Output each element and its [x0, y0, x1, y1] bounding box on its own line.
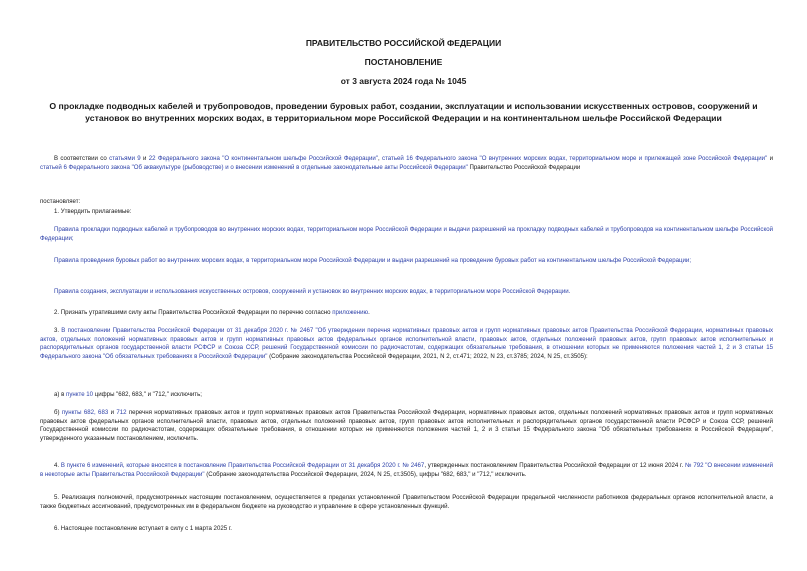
rules-link-drilling[interactable]: Правила проведения буровых работ во внутренних морских водах, в территориальном море Российской Федерации и выдачи разрешений на проведение буровых работ на континентальном шельфе Российской Федерации;	[54, 257, 692, 264]
rule-item-1	[40, 226, 773, 243]
paragraph-4-text: , утвержденных постановлением Правительства Российской Федерации от 12 июня 2024 г.	[424, 462, 685, 469]
paragraph-4	[40, 462, 773, 479]
paragraph-3-text: 3.	[54, 327, 62, 334]
decree-2467-link[interactable]: В постановлении Правительства Российской Федерации от 31 декабря 2020 г. № 2467 "Об утверждении перечня нормативных правовых актов и групп нормативных правовых актов Правительства Российской Федерации, нормативных правовых актов, отдельных положений нормативных правовых актов и групп нормативных правовых актов федеральных органов исполнительной власти, правовых актов, отдельных положений правовых актов, групп правовых актов исполнительных и распорядительных органов государственной власти РСФСР и Союза ССР, решений Государственной комиссии по радиочастотам, содержащих обязательные требования, в отношении которых не применяются положения частей 1, 2 и 3 статьи 15 Федерального закона "Об обязательных требованиях в Российской Федерации"	[40, 327, 773, 360]
paragraph-4-text: 4.	[54, 462, 61, 469]
paragraph-2-text: .	[368, 309, 370, 316]
rules-link-cables[interactable]: Правила прокладки подводных кабелей и трубопроводов во внутренних морских водах, территориальном море Российской Федерации и выдачи разрешений на прокладку подводных кабелей и трубопроводов на континентальном шельфе Российской Федерации;	[40, 226, 773, 242]
rules-link-islands[interactable]: Правила создания, эксплуатации и использования искусственных островов, сооружений и установок во внутренних морских водах, в территориальном море Российской Федерации.	[54, 288, 571, 295]
decree-792-link[interactable]: № 792 "О внесении изменений в некоторые акты Правительства Российской Федерации"	[40, 462, 773, 478]
items-682-683-link[interactable]: пункты 682, 683	[61, 409, 109, 416]
preamble-text: В соответствии со	[54, 155, 110, 162]
document-type-heading: ПОСТАНОВЛЕНИЕ	[364, 57, 443, 67]
appendix-link[interactable]: приложению	[332, 309, 369, 316]
paragraph-3a-text: а) в	[54, 391, 67, 398]
law-link-article-16[interactable]: статьей 16 Федерального закона "О внутренних морских водах, территориальном море и прилежащей зоне Российской Федерации"	[382, 155, 768, 162]
preamble-paragraph	[40, 155, 773, 172]
preamble-text: и	[767, 155, 773, 162]
law-link-article-9[interactable]: статьями 9	[109, 155, 141, 162]
rule-item-3	[40, 288, 773, 297]
issuer-heading: ПРАВИТЕЛЬСТВО РОССИЙСКОЙ ФЕДЕРАЦИИ	[305, 38, 502, 48]
item-10-link[interactable]: пункте 10	[66, 391, 94, 398]
rule-item-2	[40, 257, 773, 266]
preamble-text: и	[140, 155, 149, 162]
document-title: О прокладке подводных кабелей и трубопроводов, проведении буровых работ, создании, эксплуатации и использовании искусственных островов, сооружений и установок во внутренних морских водах, в территориальном море Российской Федерации и на континентальном шельфе Российской Федерации	[49, 101, 758, 123]
preamble-text: ,	[377, 155, 383, 162]
paragraph-3-text: (Собрание законодательства Российской Федерации, 2021, N 2, ст.471; 2022, N 23, ст.3785; 2024, N 25, ст.3505):	[267, 352, 588, 360]
paragraph-6: 6. Настоящее постановление вступает в силу с 1 марта 2025 г.	[54, 525, 232, 532]
paragraph-3b	[40, 409, 773, 443]
decrees-line: постановляет:	[40, 198, 81, 205]
paragraph-1: 1. Утвердить прилагаемые:	[54, 208, 132, 215]
paragraph-3b-text: и	[108, 409, 117, 416]
preamble-text: Правительство Российской Федерации	[467, 163, 581, 171]
item-712-link[interactable]: 712	[116, 409, 127, 416]
paragraph-2-text: 2. Признать утратившими силу акты Правительства Российской Федерации по перечню согласно	[54, 309, 333, 316]
paragraph-3	[40, 327, 773, 361]
paragraph-3b-text: б)	[54, 409, 62, 416]
law-link-article-6[interactable]: статьей 6 Федерального закона "Об аквакультуре (рыбоводстве) и о внесении изменений в отдельные законодательные акты Российской Федерации"	[40, 163, 468, 171]
law-link-article-22[interactable]: 22 Федерального закона "О континентальном шельфе Российской Федерации"	[148, 155, 378, 162]
date-number-heading: от 3 августа 2024 года № 1045	[340, 76, 467, 86]
paragraph-5: 5. Реализация полномочий, предусмотренных настоящим постановлением, осуществляется в пределах установленной Правительством Российской Федерации предельной численности работников федеральных органов исполнительной власти, а также бюджетных ассигнований, предусмотренных им в федеральном бюджете на руководство и управление в сфере установленных функций.	[40, 494, 773, 510]
paragraph-3a-text: цифры "682, 683," и "712," исключить;	[93, 391, 202, 398]
paragraph-2	[40, 309, 773, 318]
paragraph-3a	[40, 391, 773, 400]
paragraph-4-text: (Собрание законодательства Российской Федерации, 2024, N 25, ст.3505), цифры "682, 683," и "712," исключить.	[204, 470, 527, 478]
item-6-changes-link[interactable]: В пункте 6 изменений, которые вносятся в постановление Правительства Российской Федерации от 31 декабря 2020 г. № 2467	[60, 462, 425, 469]
paragraph-3b-text: перечня нормативных правовых актов и групп нормативных правовых актов Правительства Российской Федерации, нормативных правовых актов, отдельных положений нормативных правовых актов и групп нормативных правовых актов федеральных органов исполнительной власти, правовых актов, отдельных положений правовых актов, групп правовых актов исполнительных и распорядительных органов государственной власти РСФСР и Союза ССР, решений Государственной комиссии по радиочастотам, содержащих обязательные требования, в отношении которых не применяются положения частей 1, 2 и 3 статьи 15 Федерального закона "Об обязательных требованиях в Российской Федерации", утвержденного указанным постановлением, исключить.	[40, 409, 773, 442]
